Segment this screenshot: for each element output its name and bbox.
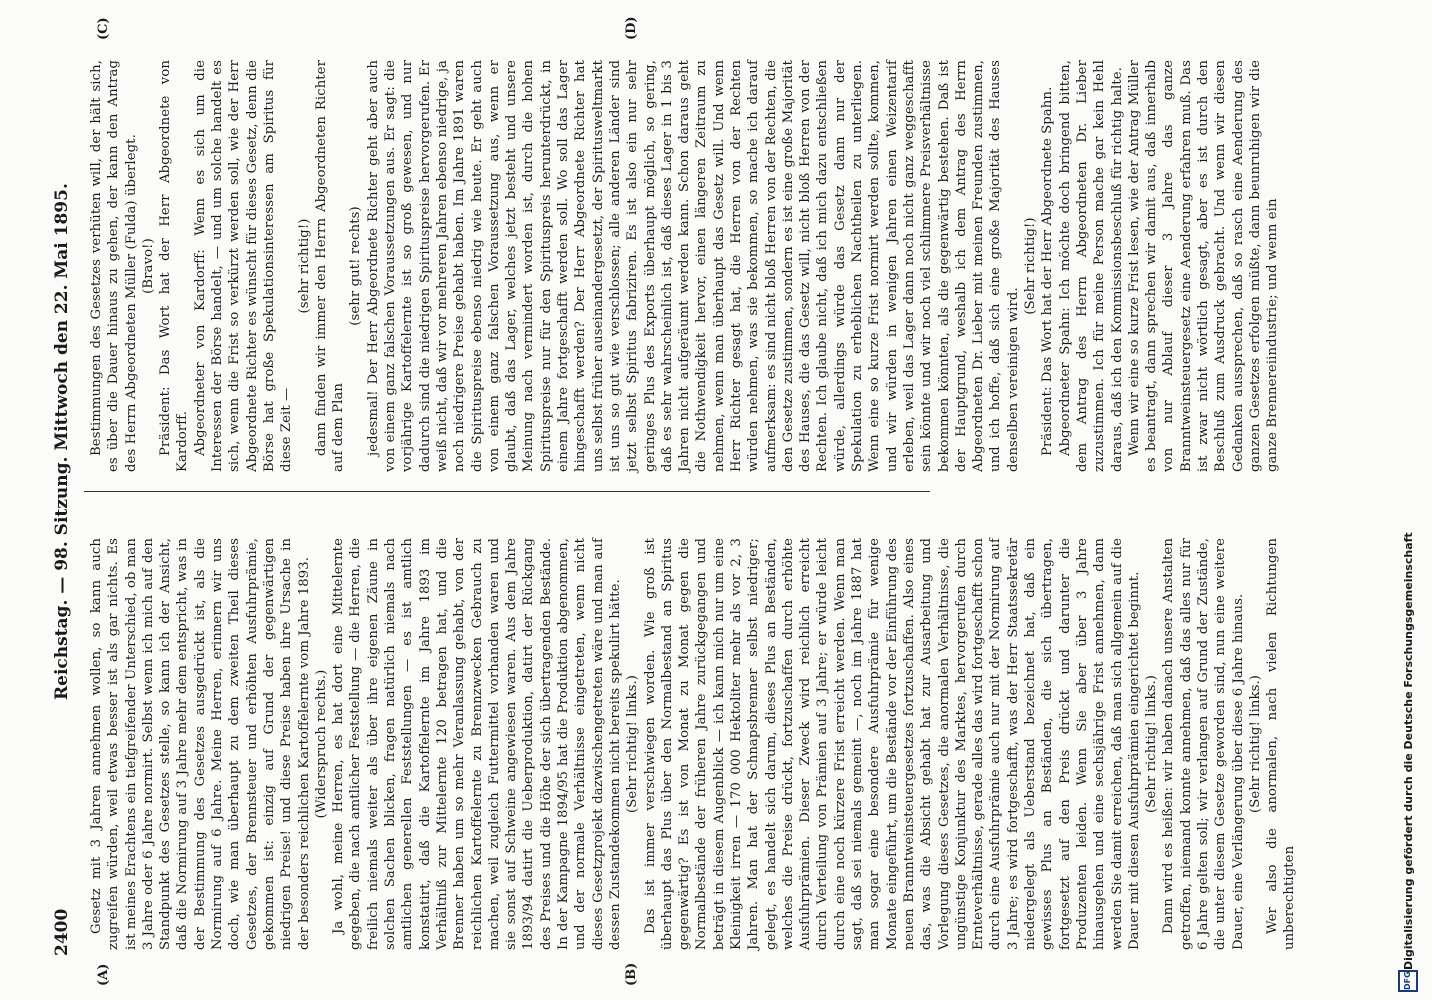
interjection: (Sehr richtig!) <box>1023 217 1039 315</box>
interjection: (sehr gut! rechts) <box>348 206 364 326</box>
right-text-column <box>88 60 1281 472</box>
paragraph: Gesetz mit 3 Jahren annehmen wollen, so kann auch zugreifen würden, weil etwas besser ist als gar nichts. Es ist meines Erachtens ein tiefgreifender Unterschied, ob man 3 Jahre oder 6 Jahre normirt. Selbst wenn ich mich auf den Standpunkt des Gesetzes stelle, so kann ich der Ansicht, daß die Normirung auf 3 Jahre mehr dem entspricht, was in der Bestimmung des Gesetzes ausgedrückt ist, als die Normirung auf 6 Jahre. Meine Herren, erinnern wir uns doch, wie man überhaupt zu dem zweiten Theil dieses Gesetzes, der Brennsteuer und erhöhten Ausfuhrprämie, gekommen ist: einzig auf Grund der gegenwärtigen niedrigen Preise! und diese Preise haben ihre Ursache in der besonders reichlichen Kartoffelernte vom Jahre 1893. <box>89 538 312 950</box>
paragraph: Präsident: Das Wort hat der Herr Abgeordnete von Kardorff. <box>158 60 191 472</box>
paragraph: Ja wohl, meine Herren, es hat dort eine Mittelernte gegeben, die nach amtlicher Feststellung — die Herren, die freilich niemals weiter als über ihre eigenen Zäune in solchen Sachen blicken, fragen natürlich niemals nach amtlichen generellen Feststellungen — es ist amtlich konstatirt, daß die Kartoffelernte im Jahre 1893 im Verhältniß zur Mittelernte 120 betragen hat, und die Brenner haben um so mehr Veranlassung gehabt, von der reichlichen Kartoffelernte zu Brennzwecken Gebrauch zu machen, weil zugleich Futtermittel vorhanden waren und sie sonst auf Schweine angewiesen waren. Aus dem Jahre 1893/94 datirt die Ueberproduktion, datirt der Rückgang des Preises und die Höhe der sich übertragenden Bestände. In der Kampagne 1894/95 hat die Produktion abgenommen, und der normale Verhältnisse eingetreten, wenn nicht dieses Gesetzprojekt dazwischengetreten wäre und man auf dessen Zustandekommen nicht bereits spekulirt hätte. <box>331 538 623 950</box>
left-text-column <box>88 538 1299 950</box>
footer-credit: Digitalisierung gefördert durch die Deutsche Forschungsgemeinschaft <box>1402 532 1415 970</box>
paragraph: Bestimmungen des Gesetzes verhüten will, der hält sich, es über die Dauer hinaus zu gehen, der kann den Antrag des Herrn Abgeordneten Müller (Fulda) überlegt. <box>89 60 139 472</box>
paragraph: jedesmal! Der Herr Abgeordnete Richter geht aber auch von einem ganz falschen Voraussetzungen aus. Er sagt: die vorjährige Kartoffelernte ist so groß gewesen, und nur dadurch sind die niedrigen Spirituspreise hervorgerufen. Er weiß nicht, daß wir vor mehreren Jahren ebenso niedrige, ja noch niedrigere Preise gehabt haben. Im Jahre 1891 waren die Spirituspreise ebenso niedrig wie heute. Er geht auch von einem ganz falschen Voraussetzung aus, wenn er glaubt, daß das Lager, welches jetzt besteht und unsere Meinung nach vermindert worden ist, durch die hohen Spirituspreise nur für den Spirituspreis herunterdrückt, in einem Jahre fortgeschafft werden soll. Wo soll das Lager hingeschafft werden? Der Herr Abgeordnete Richter hat uns selbst früher auseinandergesetzt, der Spiritusweltmarkt ist uns so gut wie verschlossen; alle anderen Länder sind jetzt selbst Spiritus fabriziren. Es ist also ein nur sehr geringes Plus des Exports überhaupt möglich, so gering, daß es sehr wahrscheinlich ist, daß dieses Lager in 1 bis 3 Jahren nicht aufgeräumt werden kann. Schon daraus geht die Nothwendigkeit hervor, einen längeren Zeitraum zu nehmen, wenn man überhaupt das Gesetz will. Und wenn Herr Richter gesagt hat, die Herren von der Rechten würden nehmen, was sie bekommen, so mache ich darauf aufmerksam: es sind nicht bloß Herren von der Rechten, die den Gesetze zustimmen, sondern es ist eine große Majorität des Hauses, die das Gesetz will, nicht bloß Herren von der Rechten. Ich glaube nicht, daß ich mich dazu entschließen würde, allerdings würde das Gesetz dann nur der Spekulation zu erheblichen Nachtheilen zu unterliegen. Wenn eine so kurze Frist normirt werden sollte, kommen, und wir würden in wenigen Jahren einen Weizentarif erleben, weil das Lager dann noch nicht ganz weggeschafft sein könnte und wir noch viel schlimmere Preisverhältnisse bekommen könnten, als die gegenwärtig bestehen. Daß ist der Hauptgrund, weshalb ich dem Antrag des Herrn Abgeordneten Dr. Lieber mit meinen Freunden zustimmen, und ich hoffe, daß sich eine große Majorität des Hauses denselben vereinigen wird. <box>365 60 1021 472</box>
paragraph: Wer also die anormalen, nach vielen Richtungen unberechtigten <box>1265 538 1298 950</box>
paragraph: Das ist immer verschwiegen worden. Wie groß ist überhaupt das Plus über den Normalbestand an Spiritus gegenwärtig? Es ist von Monat zu Monat gegen die Normalbestände der früheren Jahre zurückgegangen und beträgt in diesem Augenblick — ich kann mich nur um eine Kleinigkeit irren — 170 000 Hektoliter mehr als vor 2, 3 Jahren. Man hat der Schnapsbrenner selbst niedriger; gelegt, es handelt sich darum, dieses Plus an Beständen, welches die Preise drückt, fortzuschaffen durch erhöhte Ausfuhrprämien. Dieser Zweck wird reichlich erreicht durch Verteilung von Prämien auf 3 Jahre; er würde leicht durch eine noch kürzere Frist erreicht werden. Wenn man sagt, daß sei niemals gemeint —, noch im Jahre 1887 hat man sogar eine besondere Ausfuhrprämie für wenige Monate eingeführt, um die Bestände vor der Einführung des neuen Branntweinsteuergesetzes fortzuschaffen. Also eines das, was die Absicht gehabt hat zur Ausarbeitung und Vorlegung dieses Gesetzes, die anormalen Verhältnisse, die ungünstige Konjunktur des Marktes, hervorgerufen durch Ernteverhältnisse, gerade alles das wird fortgeschafft schon durch eine Ausfuhrprämie auch nur mit der Normirung auf 3 Jahre; es wird fortgeschafft, was der Herr Staatssekretär niedergelegt als Ueberstand bezeichnet hat, daß ein gewisses Plus an Beständen, die sich übertragen, fortgesetzt auf den Preis drückt und darunter die Produzenten leiden. Wenn Sie aber über 3 Jahre hinausgehen und eine sechsjährige Frist annehmen, dann werden Sie damit erreichen, daß man sich allgemein auf die Dauer mit diesen Ausfuhrprämien eingerichtet beginnt. <box>642 538 1142 950</box>
paragraph: Abgeordneter von Kardorff: Wenn es sich um die Interessen der Börse handelt, — und um solche handelt es sich, wenn die Frist so verkürzt werden soll, wie der Herr Abgeordnete Richter es wünscht für dieses Gesetz, denn die Börse hat große Spekulationsinteressen am Spiritus für diese Zeit — <box>192 60 295 472</box>
dfg-logo: DFG <box>1398 970 1418 992</box>
interjection: (Sehr richtig! links.) <box>625 674 641 814</box>
interjection: (Sehr richtig! links.) <box>1144 674 1160 814</box>
paragraph: Wenn wir eine so kurze Frist lesen, wie der Antrag Müller es beantragt, dann sprechen wir damit aus, daß innerhalb von nur Ablauf dieser 3 Jahre das ganze Branntweinsteuergesetz eine Aenderung erfahren muß. Das ist zwar nicht wörtlich gesagt, aber es ist durch den Beschluß zum Ausdruck gebracht. Und wenn wir diesen Gedanken aussprechen, daß so rasch eine Aenderung des ganzen Gesetzes erfolgen müßte, dann beunruhigen wir die ganze Brennereiindustrie; und wenn ein <box>1126 60 1281 472</box>
paragraph: dann finden wir immer den Herrn Abgeordneten Richter auf dem Plan <box>313 60 347 472</box>
interjection: (Sehr richtig! links.) <box>1247 674 1263 814</box>
paragraph: Präsident: Das Wort hat der Herr Abgeordnete Spahn. <box>1040 86 1056 456</box>
column-divider <box>84 491 930 492</box>
margin-mark-c: (C) <box>96 17 111 40</box>
page-title: Reichstag. — 98. Sitzung. Mittwoch den 22. Mai 1895. <box>52 183 72 700</box>
margin-mark-a: (A) <box>96 963 111 986</box>
margin-mark-d: (D) <box>624 16 639 40</box>
paragraph: Dann wird es heißen: wir haben danach unsere Anstalten getroffen, niemand konnte annehmen, daß das alles nur für 6 Jahre gelten soll; wir verlangen auf Grund der Zustände, die unter diesem Gesetze geworden sind, nun eine weitere Dauer, eine Verlängerung über diese 6 Jahre hinaus. <box>1161 538 1246 950</box>
margin-mark-b: (B) <box>624 962 639 986</box>
paragraph: Abgeordneter Spahn: Ich möchte doch bringend bitten, dem Antrag des Herrn Abgeordneten Dr. Lieber zuzustimmen. Ich für meine Person mache gar kein Hehl daraus, daß ich den Kommissionsbeschluß für richtig halte. <box>1057 60 1125 472</box>
interjection: (Widerspruch rechts.) <box>313 669 329 819</box>
page-number: 2400 <box>52 908 72 956</box>
interjection: (sehr richtig!) <box>296 218 312 314</box>
interjection: (Bravo!) <box>140 238 156 294</box>
